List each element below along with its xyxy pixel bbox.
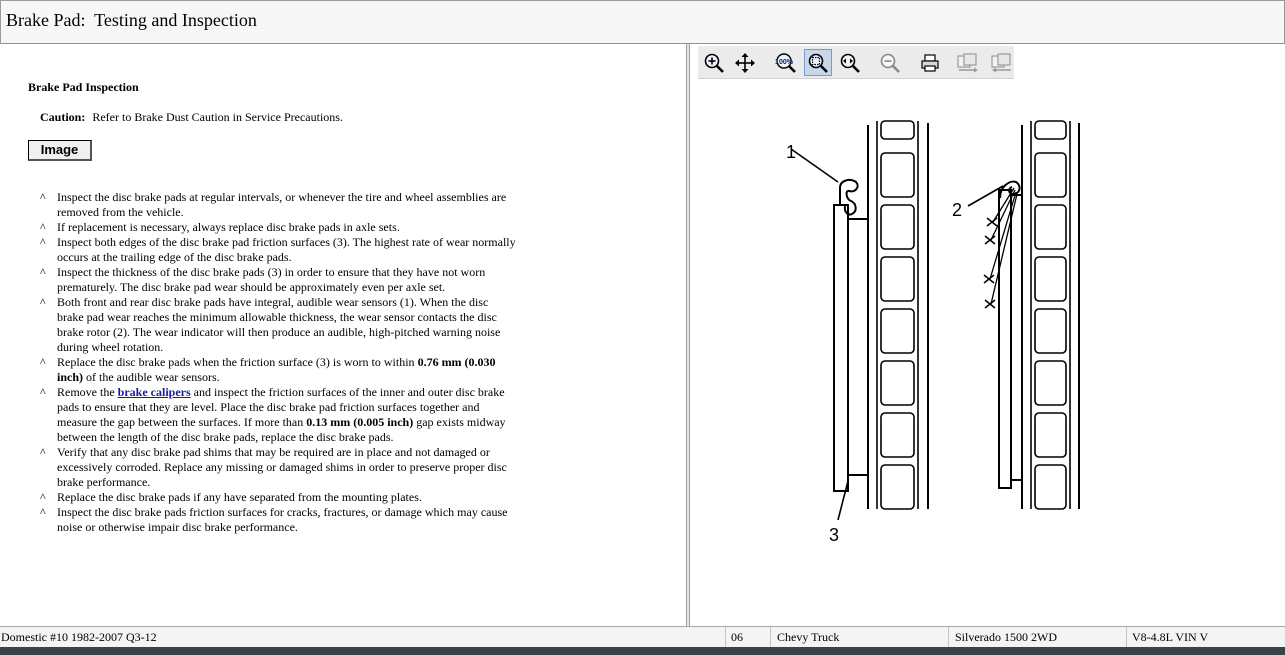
status-database: Domestic #10 1982-2007 Q3-12	[1, 630, 157, 644]
step-text: Replace the disc brake pads when the friction surface (3) is worn to within	[57, 355, 418, 369]
bullet-caret: ^	[40, 295, 46, 309]
copy-image-2-icon	[990, 52, 1014, 74]
bullet-caret: ^	[40, 220, 46, 234]
brake-pad-diagram	[690, 84, 1285, 624]
step-text: Replace the disc brake pads if any have separated from the mounting plates.	[57, 490, 422, 504]
inspection-steps-list	[36, 190, 516, 535]
copy-image-button[interactable]	[954, 49, 982, 76]
document-pane[interactable]	[0, 44, 686, 626]
step-text: Verify that any disc brake pad shims that may be required are in place and not damaged or excessively corroded. Replace any missing or damaged shims in order to preserve proper disc brake performance.	[57, 445, 507, 489]
list-item	[36, 490, 516, 505]
list-item	[36, 385, 516, 445]
list-item	[36, 190, 516, 220]
pan-button[interactable]	[731, 49, 759, 76]
zoom-in-icon	[703, 52, 725, 74]
zoom-width-button[interactable]	[836, 49, 864, 76]
bullet-caret: ^	[40, 190, 46, 204]
caution-text: Refer to Brake Dust Caution in Service Precautions.	[92, 110, 343, 124]
zoom-out-icon	[879, 52, 901, 74]
bullet-caret: ^	[40, 490, 46, 504]
step-text: Inspect both edges of the disc brake pad friction surfaces (3). The highest rate of wear normally occurs at the trailing edge of the disc brake pads.	[57, 235, 516, 264]
zoom-out-button[interactable]	[876, 49, 904, 76]
callout-1: 1	[786, 142, 797, 162]
bullet-caret: ^	[40, 385, 46, 399]
step-text: and inspect the friction surfaces of the inner and outer disc brake pads to ensure that they are level. Place the disc brake pad friction surfaces together and measure the gap between the surfaces. If more than	[57, 385, 505, 429]
section-heading: Brake Pad Inspection	[28, 80, 139, 94]
status-model: Silverado 1500 2WD	[955, 630, 1057, 644]
step-text: gap exists midway between the length of the disc brake pads, replace the disc brake pads.	[57, 415, 506, 444]
brake-calipers-link[interactable]: brake calipers	[117, 385, 191, 399]
step-text: Both front and rear disc brake pads have integral, audible wear sensors (1). When the disc brake pad wear reaches the minimum allowable thickness, the wear sensor contacts the disc brake rotor (2). The wear indicator will then produce an audible, high-pitched warning noise during wheel rotation.	[57, 295, 501, 354]
taskbar	[0, 647, 1285, 655]
status-engine: V8-4.8L VIN V	[1132, 630, 1209, 644]
print-button[interactable]	[916, 49, 944, 76]
copy-image-2-button[interactable]	[988, 49, 1016, 76]
bullet-caret: ^	[40, 445, 46, 459]
image-viewer-pane[interactable]	[690, 44, 1285, 626]
step-text: If replacement is necessary, always replace disc brake pads in axle sets.	[57, 220, 400, 234]
step-text: Inspect the thickness of the disc brake pads (3) in order to ensure that they have not worn prematurely. The disc brake pad wear should be approximately even per axle set.	[57, 265, 486, 294]
copy-image-icon	[956, 52, 980, 74]
zoom-in-button[interactable]	[700, 49, 728, 76]
zoom-width-icon	[839, 52, 861, 74]
status-year: 06	[731, 630, 743, 644]
list-item	[36, 355, 516, 385]
image-toolbar	[698, 46, 1014, 79]
bullet-caret: ^	[40, 265, 46, 279]
bullet-caret: ^	[40, 235, 46, 249]
svg-text:100%: 100%	[775, 58, 793, 66]
print-icon	[919, 52, 941, 74]
zoom-100-icon	[772, 52, 798, 74]
list-item	[36, 445, 516, 490]
list-item	[36, 265, 516, 295]
zoom-100-button[interactable]	[771, 49, 799, 76]
zoom-fit-button[interactable]	[804, 49, 832, 76]
page-title: Brake Pad: Testing and Inspection	[6, 10, 257, 30]
status-bar	[0, 626, 1285, 647]
caution-note	[40, 110, 343, 125]
image-button[interactable]: Image	[28, 140, 92, 161]
status-make: Chevy Truck	[777, 630, 840, 644]
bullet-caret: ^	[40, 355, 46, 369]
list-item	[36, 235, 516, 265]
measurement-value: 0.76 mm (0.030 inch)	[57, 355, 496, 384]
zoom-fit-icon	[807, 52, 829, 74]
list-item	[36, 220, 516, 235]
title-bar	[0, 0, 1285, 44]
callout-2: 2	[952, 200, 963, 220]
list-item	[36, 295, 516, 355]
pan-icon	[734, 52, 756, 74]
callout-3: 3	[829, 525, 840, 545]
bullet-caret: ^	[40, 505, 46, 519]
measurement-value: 0.13 mm (0.005 inch)	[306, 415, 414, 429]
step-text: Remove the	[57, 385, 118, 399]
list-item	[36, 505, 516, 535]
caution-label: Caution:	[40, 110, 86, 124]
step-text: of the audible wear sensors.	[83, 370, 220, 384]
step-text: Inspect the disc brake pads friction surfaces for cracks, fractures, or damage which may cause noise or otherwise impair disc brake performance.	[57, 505, 508, 534]
step-text: Inspect the disc brake pads at regular intervals, or whenever the tire and wheel assemblies are removed from the vehicle.	[57, 190, 507, 219]
